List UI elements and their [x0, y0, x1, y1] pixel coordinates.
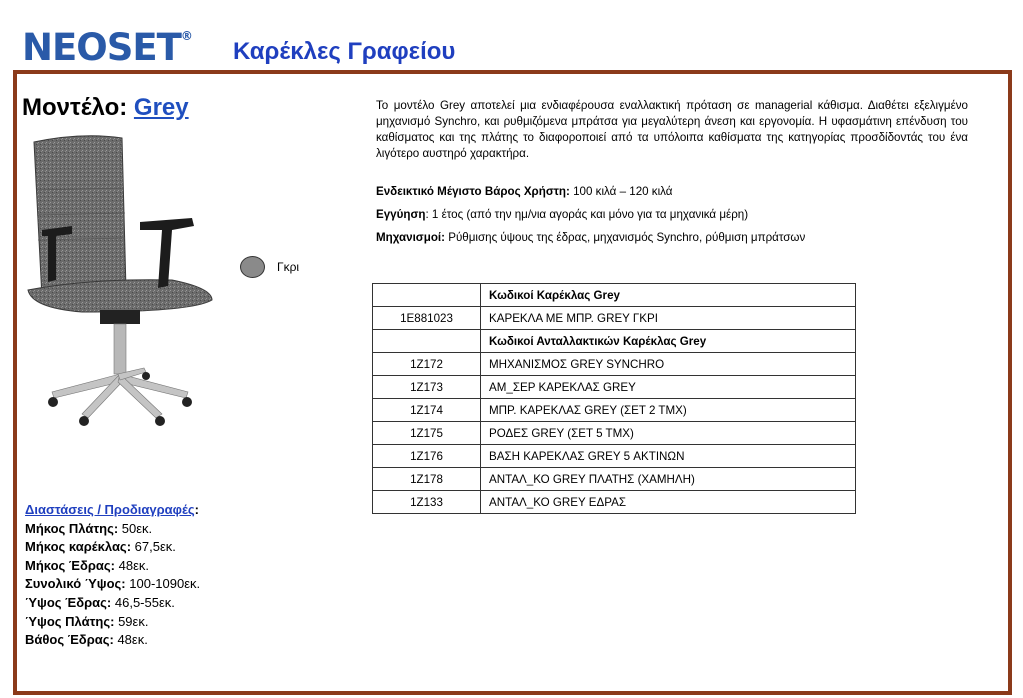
dimension-value: 48εκ. — [113, 632, 148, 648]
page-header — [22, 26, 722, 70]
table-row — [373, 307, 856, 330]
table-cell-desc: ΑΝΤΑΛ_ΚΟ GREY ΕΔΡΑΣ — [481, 491, 856, 514]
table-cell-code: 1Z175 — [373, 422, 481, 445]
registered-mark: ® — [180, 29, 193, 43]
dimensions-heading — [25, 501, 200, 520]
spec-warranty-value: : 1 έτος (από την ημ/νια αγοράς και μόνο για τα μηχανικά μέρη) — [425, 208, 749, 221]
model-heading — [22, 93, 189, 123]
dimension-label: Μήκος καρέκλας: — [25, 539, 132, 555]
parts-codes-header: Κωδικοί Ανταλλακτικών Καρέκλας Grey — [481, 330, 856, 353]
table-header-row — [373, 330, 856, 353]
table-cell-desc: ΜΠΡ. ΚΑΡΕΚΛΑΣ GREY (ΣΕΤ 2 ΤΜΧ) — [481, 399, 856, 422]
spec-mechanisms-value: Ρύθμισης ύψους της έδρας, μηχανισμός Synchro, ρύθμιση μπράτσων — [444, 231, 806, 244]
logo-text: NEOSET — [22, 26, 181, 69]
table-cell-code: 1Z173 — [373, 376, 481, 399]
color-swatch-circle-icon[interactable] — [240, 256, 265, 278]
spec-mechanisms — [376, 231, 805, 245]
chair-codes-header: Κωδικοί Καρέκλας Grey — [481, 284, 856, 307]
dimension-value: 46,5-55εκ. — [111, 594, 175, 610]
dimension-row — [25, 538, 200, 557]
dimension-row — [25, 594, 200, 613]
table-cell-code: 1Z174 — [373, 399, 481, 422]
dimensions-colon: : — [194, 502, 199, 517]
spec-mechanisms-label: Μηχανισμοί: — [376, 231, 445, 244]
table-row — [373, 445, 856, 468]
dimension-row — [25, 613, 200, 632]
table-header-row — [373, 284, 856, 307]
table-row — [373, 491, 856, 514]
chair-image — [22, 130, 222, 430]
model-label: Μοντέλο: — [22, 94, 128, 121]
table-cell-desc: ΒΑΣΗ ΚΑΡΕΚΛΑΣ GREY 5 ΑΚΤΙΝΩΝ — [481, 445, 856, 468]
spec-max-weight-value: 100 κιλά – 120 κιλά — [569, 185, 673, 198]
codes-table — [372, 283, 856, 514]
dimension-label: Ύψος Πλάτης: — [25, 613, 115, 629]
table-cell-desc: ΡΟΔΕΣ GREY (ΣΕΤ 5 ΤΜΧ) — [481, 422, 856, 445]
table-cell-code: 1Z133 — [373, 491, 481, 514]
table-cell-desc: ΑΜ_ΣΕΡ ΚΑΡΕΚΛΑΣ GREY — [481, 376, 856, 399]
dimensions-section — [25, 501, 200, 650]
spec-warranty — [376, 208, 748, 222]
dimension-value: 67,5εκ. — [131, 539, 176, 555]
dimension-value: 50εκ. — [118, 520, 153, 536]
table-cell-desc: ΑΝΤΑΛ_ΚΟ GREY ΠΛΑΤΗΣ (ΧΑΜΗΛΗ) — [481, 468, 856, 491]
spec-max-weight — [376, 185, 673, 199]
dimension-value: 59εκ. — [114, 613, 149, 629]
spec-max-weight-label: Ενδεικτικό Μέγιστο Βάρος Χρήστη: — [376, 185, 570, 198]
spec-warranty-label: Εγγύηση — [376, 208, 426, 221]
table-row — [373, 376, 856, 399]
dimension-value: 48εκ. — [115, 557, 149, 573]
table-row — [373, 422, 856, 445]
dimension-label: Συνολικό Ύψος: — [25, 576, 126, 592]
dimension-label: Ύψος Έδρας: — [25, 594, 112, 610]
table-cell-code: 1Z176 — [373, 445, 481, 468]
page-title: Καρέκλες Γραφείου — [233, 38, 456, 65]
dimension-label: Βάθος Έδρας: — [25, 632, 114, 648]
table-row — [373, 399, 856, 422]
table-cell-desc: ΜΗΧΑΝΙΣΜΟΣ GREY SYNCHRO — [481, 353, 856, 376]
color-swatch-label: Γκρι — [277, 260, 300, 274]
table-cell-code: 1Z178 — [373, 468, 481, 491]
dimension-row — [25, 575, 200, 594]
table-row — [373, 468, 856, 491]
table-cell-code: 1Z172 — [373, 353, 481, 376]
dimensions-title-link[interactable]: Διαστάσεις / Προδιαγραφές — [25, 502, 195, 517]
dimension-value: 100-1090εκ. — [125, 576, 201, 592]
table-cell-desc: ΚΑΡΕΚΛΑ ΜΕ ΜΠΡ. GREY ΓΚΡΙ — [481, 307, 856, 330]
table-cell-code: 1E881023 — [373, 307, 481, 330]
dimension-label: Μήκος Έδρας: — [25, 557, 115, 573]
dimension-label: Μήκος Πλάτης: — [25, 520, 119, 536]
model-name-link[interactable]: Grey — [133, 94, 189, 121]
product-description: Το μοντέλο Grey αποτελεί μια ενδιαφέρουσα εναλλακτική πρόταση σε managerial κάθισμα. Διαθέτει εξελιγμένο μηχανισμό Synchro, και ρυθμιζόμενα μπράτσα για μεγαλύτερη άνεση και εργονομία. Η υφασμάτινη επένδυση του καθίσματος και της πλάτης το διαφοροποιεί από τα υπόλοιπα καθίσματα της κατηγορίας προσδίδοντάς του ένα λιγότερο αυστηρό χαρακτήρα. — [376, 99, 968, 160]
dimension-row — [25, 520, 200, 539]
table-row — [373, 353, 856, 376]
table-cell — [373, 330, 481, 353]
dimension-row — [25, 557, 200, 576]
dimension-row — [25, 631, 200, 650]
neoset-logo — [22, 26, 222, 69]
table-cell — [373, 284, 481, 307]
